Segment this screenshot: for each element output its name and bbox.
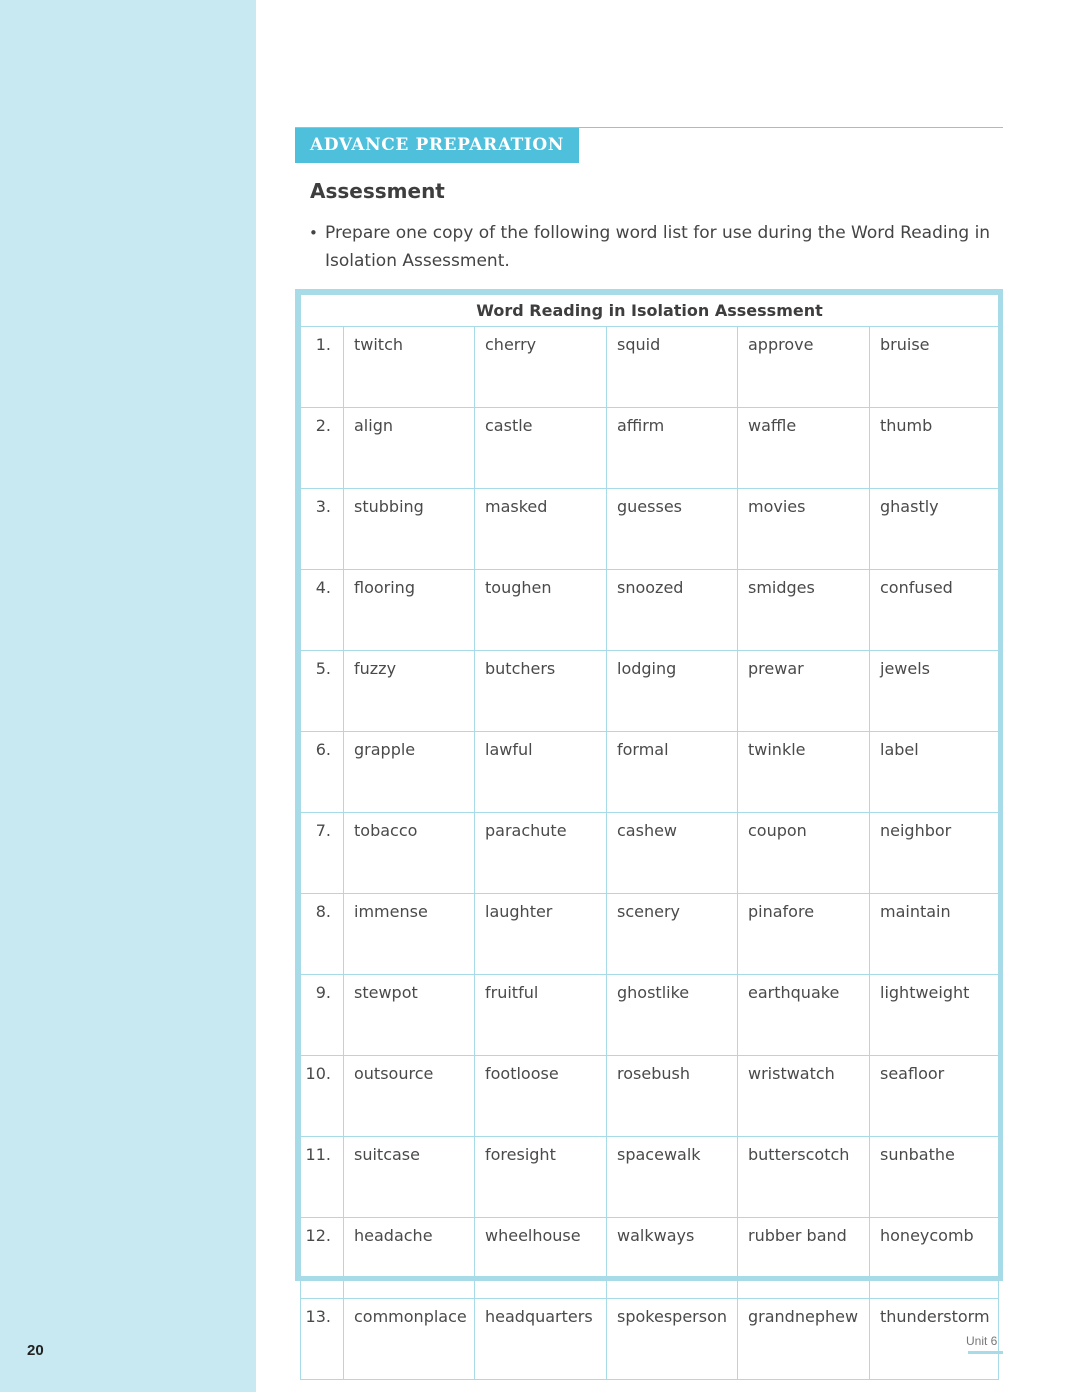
word-cell: lodging bbox=[607, 651, 738, 732]
word-cell: footloose bbox=[475, 1056, 607, 1137]
word-cell: bruise bbox=[870, 327, 999, 408]
word-cell: flooring bbox=[344, 570, 475, 651]
page-number: 20 bbox=[27, 1342, 44, 1359]
row-number: 4. bbox=[301, 570, 344, 651]
word-cell: pinafore bbox=[738, 894, 870, 975]
row-number: 3. bbox=[301, 489, 344, 570]
row-number: 2. bbox=[301, 408, 344, 489]
word-cell: headquarters bbox=[475, 1299, 607, 1380]
word-cell: ghastly bbox=[870, 489, 999, 570]
row-number: 7. bbox=[301, 813, 344, 894]
word-cell: rosebush bbox=[607, 1056, 738, 1137]
word-cell: thumb bbox=[870, 408, 999, 489]
word-cell: fuzzy bbox=[344, 651, 475, 732]
word-cell: squid bbox=[607, 327, 738, 408]
row-number: 13. bbox=[301, 1299, 344, 1380]
word-cell: affirm bbox=[607, 408, 738, 489]
table-row bbox=[301, 894, 999, 975]
word-cell: wristwatch bbox=[738, 1056, 870, 1137]
table-title: Word Reading in Isolation Assessment bbox=[301, 295, 999, 327]
word-cell: waffle bbox=[738, 408, 870, 489]
row-number: 6. bbox=[301, 732, 344, 813]
word-cell: tobacco bbox=[344, 813, 475, 894]
row-number: 9. bbox=[301, 975, 344, 1056]
table-row bbox=[301, 1137, 999, 1218]
section-heading: Assessment bbox=[310, 179, 445, 203]
page-sidebar bbox=[0, 0, 256, 1392]
word-cell: label bbox=[870, 732, 999, 813]
word-cell: outsource bbox=[344, 1056, 475, 1137]
row-number: 10. bbox=[301, 1056, 344, 1137]
word-cell: seafloor bbox=[870, 1056, 999, 1137]
word-cell: parachute bbox=[475, 813, 607, 894]
word-cell: stubbing bbox=[344, 489, 475, 570]
word-cell: ghostlike bbox=[607, 975, 738, 1056]
word-cell: approve bbox=[738, 327, 870, 408]
word-cell: castle bbox=[475, 408, 607, 489]
word-cell: sunbathe bbox=[870, 1137, 999, 1218]
word-cell: align bbox=[344, 408, 475, 489]
word-cell: commonplace bbox=[344, 1299, 475, 1380]
row-number: 12. bbox=[301, 1218, 344, 1299]
unit-label: Unit 6 bbox=[966, 1334, 998, 1348]
word-cell: suitcase bbox=[344, 1137, 475, 1218]
word-cell: wheelhouse bbox=[475, 1218, 607, 1299]
table-row bbox=[301, 327, 999, 408]
word-cell: butchers bbox=[475, 651, 607, 732]
word-cell: twinkle bbox=[738, 732, 870, 813]
bullet-marker: • bbox=[309, 224, 318, 242]
table-row bbox=[301, 732, 999, 813]
word-cell: jewels bbox=[870, 651, 999, 732]
word-cell: prewar bbox=[738, 651, 870, 732]
word-cell: spokesperson bbox=[607, 1299, 738, 1380]
word-cell: maintain bbox=[870, 894, 999, 975]
word-cell: confused bbox=[870, 570, 999, 651]
table-row bbox=[301, 408, 999, 489]
word-cell: movies bbox=[738, 489, 870, 570]
word-reading-table bbox=[300, 294, 999, 1380]
table-row bbox=[301, 1299, 999, 1380]
word-cell: earthquake bbox=[738, 975, 870, 1056]
word-cell: headache bbox=[344, 1218, 475, 1299]
table-row bbox=[301, 570, 999, 651]
word-cell: toughen bbox=[475, 570, 607, 651]
table-row bbox=[301, 651, 999, 732]
word-cell: smidges bbox=[738, 570, 870, 651]
word-cell: formal bbox=[607, 732, 738, 813]
word-cell: snoozed bbox=[607, 570, 738, 651]
bullet-item bbox=[309, 219, 999, 275]
word-cell: laughter bbox=[475, 894, 607, 975]
word-cell: cashew bbox=[607, 813, 738, 894]
bullet-text: Prepare one copy of the following word list for use during the Word Reading in Isolation Assessment. bbox=[325, 223, 991, 271]
table-row bbox=[301, 813, 999, 894]
word-cell: guesses bbox=[607, 489, 738, 570]
word-cell: lightweight bbox=[870, 975, 999, 1056]
word-cell: grandnephew bbox=[738, 1299, 870, 1380]
table-row bbox=[301, 975, 999, 1056]
word-cell: cherry bbox=[475, 327, 607, 408]
word-cell: grapple bbox=[344, 732, 475, 813]
table-row bbox=[301, 1218, 999, 1299]
word-cell: spacewalk bbox=[607, 1137, 738, 1218]
table-row bbox=[301, 1056, 999, 1137]
word-cell: immense bbox=[344, 894, 475, 975]
word-cell: stewpot bbox=[344, 975, 475, 1056]
row-number: 5. bbox=[301, 651, 344, 732]
word-cell: butterscotch bbox=[738, 1137, 870, 1218]
footer-rule bbox=[968, 1351, 1003, 1354]
word-cell: neighbor bbox=[870, 813, 999, 894]
assessment-table-frame bbox=[295, 289, 1003, 1326]
table-header-row bbox=[301, 295, 999, 327]
word-cell: twitch bbox=[344, 327, 475, 408]
word-cell: scenery bbox=[607, 894, 738, 975]
word-cell: thunderstorm bbox=[870, 1299, 999, 1380]
word-cell: coupon bbox=[738, 813, 870, 894]
word-cell: foresight bbox=[475, 1137, 607, 1218]
word-cell: walkways bbox=[607, 1218, 738, 1299]
word-cell: rubber band bbox=[738, 1218, 870, 1299]
table-body bbox=[301, 327, 999, 1380]
word-cell: masked bbox=[475, 489, 607, 570]
row-number: 1. bbox=[301, 327, 344, 408]
word-cell: fruitful bbox=[475, 975, 607, 1056]
row-number: 8. bbox=[301, 894, 344, 975]
word-cell: lawful bbox=[475, 732, 607, 813]
word-cell: honeycomb bbox=[870, 1218, 999, 1299]
section-banner: ADVANCE PREPARATION bbox=[295, 128, 579, 163]
table-row bbox=[301, 489, 999, 570]
row-number: 11. bbox=[301, 1137, 344, 1218]
